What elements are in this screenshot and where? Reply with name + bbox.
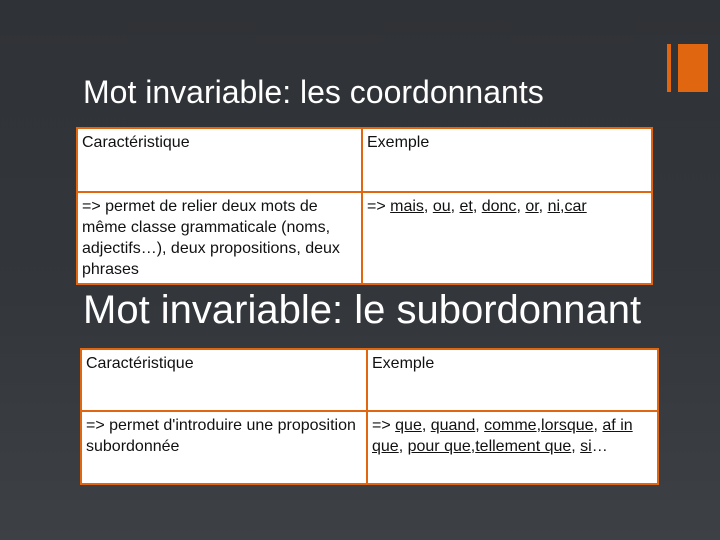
table-header-row: [77, 128, 652, 192]
description-cell: => permet d'introduire une proposition subordonnée: [81, 411, 367, 484]
example-word: ou: [432, 198, 451, 215]
example-word: ni: [547, 198, 561, 215]
example-word: comme: [484, 417, 537, 434]
table-row: [81, 411, 658, 484]
description-cell: => permet de relier deux mots de même classe grammaticale (noms, adjectifs…), deux propositions, deux phrases: [77, 192, 362, 284]
header-caracteristique: Caractéristique: [81, 349, 367, 411]
example-word: or: [525, 198, 539, 215]
example-word: car: [564, 198, 587, 215]
example-word: et: [459, 198, 473, 215]
example-word: tellement que: [475, 438, 572, 455]
section1-title: Mot invariable: les coordonnants: [83, 74, 544, 110]
example-cell: => mais, ou, et, donc, or, ni,car: [362, 192, 652, 284]
subordonnant-table: [80, 348, 659, 485]
coordonnants-table: [76, 127, 653, 285]
example-word: si: [580, 438, 592, 455]
example-word: pour que: [407, 438, 471, 455]
example-word: af in que: [372, 417, 633, 455]
example-word: que: [395, 417, 422, 434]
example-cell: => que, quand, comme,lorsque, af in que, pour que,tellement que, si…: [367, 411, 658, 484]
table-header-row: [81, 349, 658, 411]
example-word: donc: [481, 198, 517, 215]
accent-bar-thin: [667, 44, 671, 92]
example-word: quand: [430, 417, 476, 434]
header-caracteristique: Caractéristique: [77, 128, 362, 192]
example-word: mais: [390, 198, 424, 215]
section2-title: Mot invariable: le subordonnant: [83, 288, 642, 332]
header-exemple: Exemple: [367, 349, 658, 411]
header-exemple: Exemple: [362, 128, 652, 192]
accent-bar-thick: [678, 44, 708, 92]
table-row: [77, 192, 652, 284]
example-word: lorsque: [541, 417, 594, 434]
